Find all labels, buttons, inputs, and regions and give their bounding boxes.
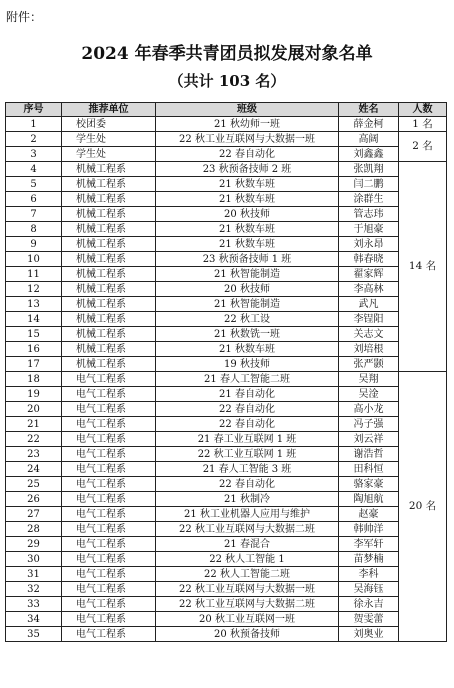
document-title: 2024 年春季共青团员拟发展对象名单 — [81, 44, 373, 64]
row-number: 6 — [6, 192, 62, 207]
row-name: 于旭豪 — [339, 222, 399, 237]
table-row — [6, 117, 447, 132]
row-unit: 机械工程系 — [62, 237, 156, 252]
table-row — [6, 387, 447, 402]
table-row — [6, 507, 447, 522]
row-name: 谢浩哲 — [339, 447, 399, 462]
row-class: 22 秋人工智能 1 — [156, 552, 339, 567]
row-name: 刘云祥 — [339, 432, 399, 447]
row-class: 21 秋数车班 — [156, 237, 339, 252]
row-class: 20 秋工业互联网一班 — [156, 612, 339, 627]
row-number: 13 — [6, 297, 62, 312]
row-class: 21 秋数车班 — [156, 192, 339, 207]
row-class: 21 秋智能制造 — [156, 267, 339, 282]
row-unit: 机械工程系 — [62, 297, 156, 312]
row-unit: 电气工程系 — [62, 552, 156, 567]
row-unit: 电气工程系 — [62, 567, 156, 582]
table-row — [6, 552, 447, 567]
table-row — [6, 462, 447, 477]
row-number: 9 — [6, 237, 62, 252]
row-name: 张凯翔 — [339, 162, 399, 177]
row-number: 11 — [6, 267, 62, 282]
row-number: 27 — [6, 507, 62, 522]
row-class: 21 秋数车班 — [156, 177, 339, 192]
row-name: 贺雯蕾 — [339, 612, 399, 627]
row-unit: 电气工程系 — [62, 537, 156, 552]
table-row — [6, 162, 447, 177]
row-class: 22 秋工业互联网与大数据一班 — [156, 582, 339, 597]
row-name: 高阔 — [339, 132, 399, 147]
table-row — [6, 627, 447, 642]
row-unit: 机械工程系 — [62, 327, 156, 342]
row-name: 闫二鹏 — [339, 177, 399, 192]
row-number: 14 — [6, 312, 62, 327]
row-class: 22 春自动化 — [156, 147, 339, 162]
table-row — [6, 567, 447, 582]
row-class: 22 秋工设 — [156, 312, 339, 327]
row-unit: 电气工程系 — [62, 522, 156, 537]
column-header-class: 班级 — [156, 103, 339, 117]
row-unit: 机械工程系 — [62, 222, 156, 237]
row-number: 25 — [6, 477, 62, 492]
row-name: 吴海钰 — [339, 582, 399, 597]
row-unit: 机械工程系 — [62, 177, 156, 192]
row-class: 21 秋制冷 — [156, 492, 339, 507]
table-row — [6, 147, 447, 162]
row-name: 骆家豪 — [339, 477, 399, 492]
row-name: 高小龙 — [339, 402, 399, 417]
table-row — [6, 342, 447, 357]
row-number: 2 — [6, 132, 62, 147]
table-header-row — [6, 103, 447, 117]
row-number: 30 — [6, 552, 62, 567]
table-row — [6, 432, 447, 447]
table-row — [6, 192, 447, 207]
row-unit: 机械工程系 — [62, 252, 156, 267]
row-number: 35 — [6, 627, 62, 642]
row-name: 刘永昂 — [339, 237, 399, 252]
table-row — [6, 492, 447, 507]
row-class: 21 春自动化 — [156, 387, 339, 402]
row-class: 22 春自动化 — [156, 402, 339, 417]
row-name: 陶旭航 — [339, 492, 399, 507]
row-unit: 电气工程系 — [62, 432, 156, 447]
row-unit: 机械工程系 — [62, 162, 156, 177]
row-unit: 电气工程系 — [62, 627, 156, 642]
table-row — [6, 252, 447, 267]
row-name: 吴淦 — [339, 387, 399, 402]
row-class: 21 春混合 — [156, 537, 339, 552]
row-class: 20 秋技师 — [156, 207, 339, 222]
table-row — [6, 177, 447, 192]
row-number: 3 — [6, 147, 62, 162]
row-number: 31 — [6, 567, 62, 582]
table-row — [6, 597, 447, 612]
table-row — [6, 447, 447, 462]
table-row — [6, 402, 447, 417]
row-unit: 电气工程系 — [62, 447, 156, 462]
row-class: 22 秋工业互联网 1 班 — [156, 447, 339, 462]
row-unit: 电气工程系 — [62, 462, 156, 477]
row-class: 22 秋工业互联网与大数据一班 — [156, 132, 339, 147]
row-number: 7 — [6, 207, 62, 222]
row-unit: 机械工程系 — [62, 357, 156, 372]
table-row — [6, 612, 447, 627]
row-number: 15 — [6, 327, 62, 342]
row-number: 21 — [6, 417, 62, 432]
table-row — [6, 372, 447, 387]
row-class: 19 秋技师 — [156, 357, 339, 372]
row-class: 21 春工业互联网 1 班 — [156, 432, 339, 447]
row-name: 李高林 — [339, 282, 399, 297]
row-number: 17 — [6, 357, 62, 372]
row-name: 吴翔 — [339, 372, 399, 387]
table-row — [6, 237, 447, 252]
row-name: 韩帅洋 — [339, 522, 399, 537]
row-unit: 机械工程系 — [62, 312, 156, 327]
attachment-label: 附件： — [6, 10, 43, 24]
row-class: 21 秋幼师一班 — [156, 117, 339, 132]
row-name: 田科恒 — [339, 462, 399, 477]
row-unit: 学生处 — [62, 132, 156, 147]
row-name: 薛金柯 — [339, 117, 399, 132]
row-name: 徐永吉 — [339, 597, 399, 612]
row-number: 20 — [6, 402, 62, 417]
row-name: 张严颢 — [339, 357, 399, 372]
table-row — [6, 267, 447, 282]
row-number: 12 — [6, 282, 62, 297]
row-name: 关志文 — [339, 327, 399, 342]
group-count: 2 名 — [399, 132, 447, 162]
row-unit: 机械工程系 — [62, 282, 156, 297]
row-number: 4 — [6, 162, 62, 177]
row-class: 22 春自动化 — [156, 477, 339, 492]
table-row — [6, 132, 447, 147]
row-number: 1 — [6, 117, 62, 132]
row-name: 赵豪 — [339, 507, 399, 522]
row-number: 16 — [6, 342, 62, 357]
row-number: 32 — [6, 582, 62, 597]
row-class: 21 春人工智能 3 班 — [156, 462, 339, 477]
row-unit: 电气工程系 — [62, 387, 156, 402]
row-name: 韩春晓 — [339, 252, 399, 267]
row-number: 24 — [6, 462, 62, 477]
row-unit: 电气工程系 — [62, 372, 156, 387]
row-class: 22 秋工业互联网与大数据二班 — [156, 522, 339, 537]
table-body — [6, 117, 447, 642]
row-unit: 电气工程系 — [62, 597, 156, 612]
row-number: 5 — [6, 177, 62, 192]
table-row — [6, 282, 447, 297]
row-class: 22 春自动化 — [156, 417, 339, 432]
row-unit: 校团委 — [62, 117, 156, 132]
table-row — [6, 477, 447, 492]
row-unit: 电气工程系 — [62, 612, 156, 627]
row-name: 翟家辉 — [339, 267, 399, 282]
row-unit: 电气工程系 — [62, 417, 156, 432]
row-number: 29 — [6, 537, 62, 552]
table-row — [6, 297, 447, 312]
table-row — [6, 207, 447, 222]
row-name: 管志玮 — [339, 207, 399, 222]
row-class: 23 秋预备技师 2 班 — [156, 162, 339, 177]
column-header-unit: 推荐单位 — [62, 103, 156, 117]
row-name: 苗梦楠 — [339, 552, 399, 567]
nominee-table — [5, 102, 447, 642]
row-name: 李军轩 — [339, 537, 399, 552]
row-unit: 机械工程系 — [62, 207, 156, 222]
row-number: 8 — [6, 222, 62, 237]
table-row — [6, 417, 447, 432]
row-number: 22 — [6, 432, 62, 447]
row-name: 涂群生 — [339, 192, 399, 207]
row-class: 21 秋数车班 — [156, 222, 339, 237]
row-unit: 机械工程系 — [62, 342, 156, 357]
document-subtitle: （共计 103 名） — [168, 72, 286, 90]
row-class: 21 秋数车班 — [156, 342, 339, 357]
row-name: 冯子强 — [339, 417, 399, 432]
group-count: 20 名 — [399, 372, 447, 642]
column-header-number: 序号 — [6, 103, 62, 117]
column-header-name: 姓名 — [339, 103, 399, 117]
row-number: 23 — [6, 447, 62, 462]
row-number: 19 — [6, 387, 62, 402]
group-count: 14 名 — [399, 162, 447, 372]
row-class: 22 秋工业互联网与大数据二班 — [156, 597, 339, 612]
table-row — [6, 222, 447, 237]
row-name: 刘培根 — [339, 342, 399, 357]
row-unit: 电气工程系 — [62, 402, 156, 417]
row-name: 李锃阳 — [339, 312, 399, 327]
row-class: 23 秋预备技师 1 班 — [156, 252, 339, 267]
row-unit: 电气工程系 — [62, 492, 156, 507]
row-unit: 电气工程系 — [62, 582, 156, 597]
row-class: 21 秋工业机器人应用与维护 — [156, 507, 339, 522]
row-number: 34 — [6, 612, 62, 627]
row-name: 刘奥业 — [339, 627, 399, 642]
row-class: 21 春人工智能二班 — [156, 372, 339, 387]
row-unit: 学生处 — [62, 147, 156, 162]
table-row — [6, 357, 447, 372]
table-row — [6, 522, 447, 537]
row-unit: 电气工程系 — [62, 507, 156, 522]
row-number: 18 — [6, 372, 62, 387]
group-count: 1 名 — [399, 117, 447, 132]
table-row — [6, 312, 447, 327]
row-name: 刘鑫鑫 — [339, 147, 399, 162]
table-row — [6, 582, 447, 597]
row-number: 28 — [6, 522, 62, 537]
row-name: 武凡 — [339, 297, 399, 312]
row-class: 22 秋人工智能二班 — [156, 567, 339, 582]
row-name: 李科 — [339, 567, 399, 582]
row-unit: 电气工程系 — [62, 477, 156, 492]
row-class: 21 秋数铣一班 — [156, 327, 339, 342]
row-class: 20 秋技师 — [156, 282, 339, 297]
row-number: 33 — [6, 597, 62, 612]
table-row — [6, 327, 447, 342]
table-row — [6, 537, 447, 552]
row-class: 21 秋智能制造 — [156, 297, 339, 312]
row-unit: 机械工程系 — [62, 192, 156, 207]
row-number: 10 — [6, 252, 62, 267]
row-number: 26 — [6, 492, 62, 507]
column-header-count: 人数 — [399, 103, 447, 117]
row-unit: 机械工程系 — [62, 267, 156, 282]
row-class: 20 秋预备技师 — [156, 627, 339, 642]
